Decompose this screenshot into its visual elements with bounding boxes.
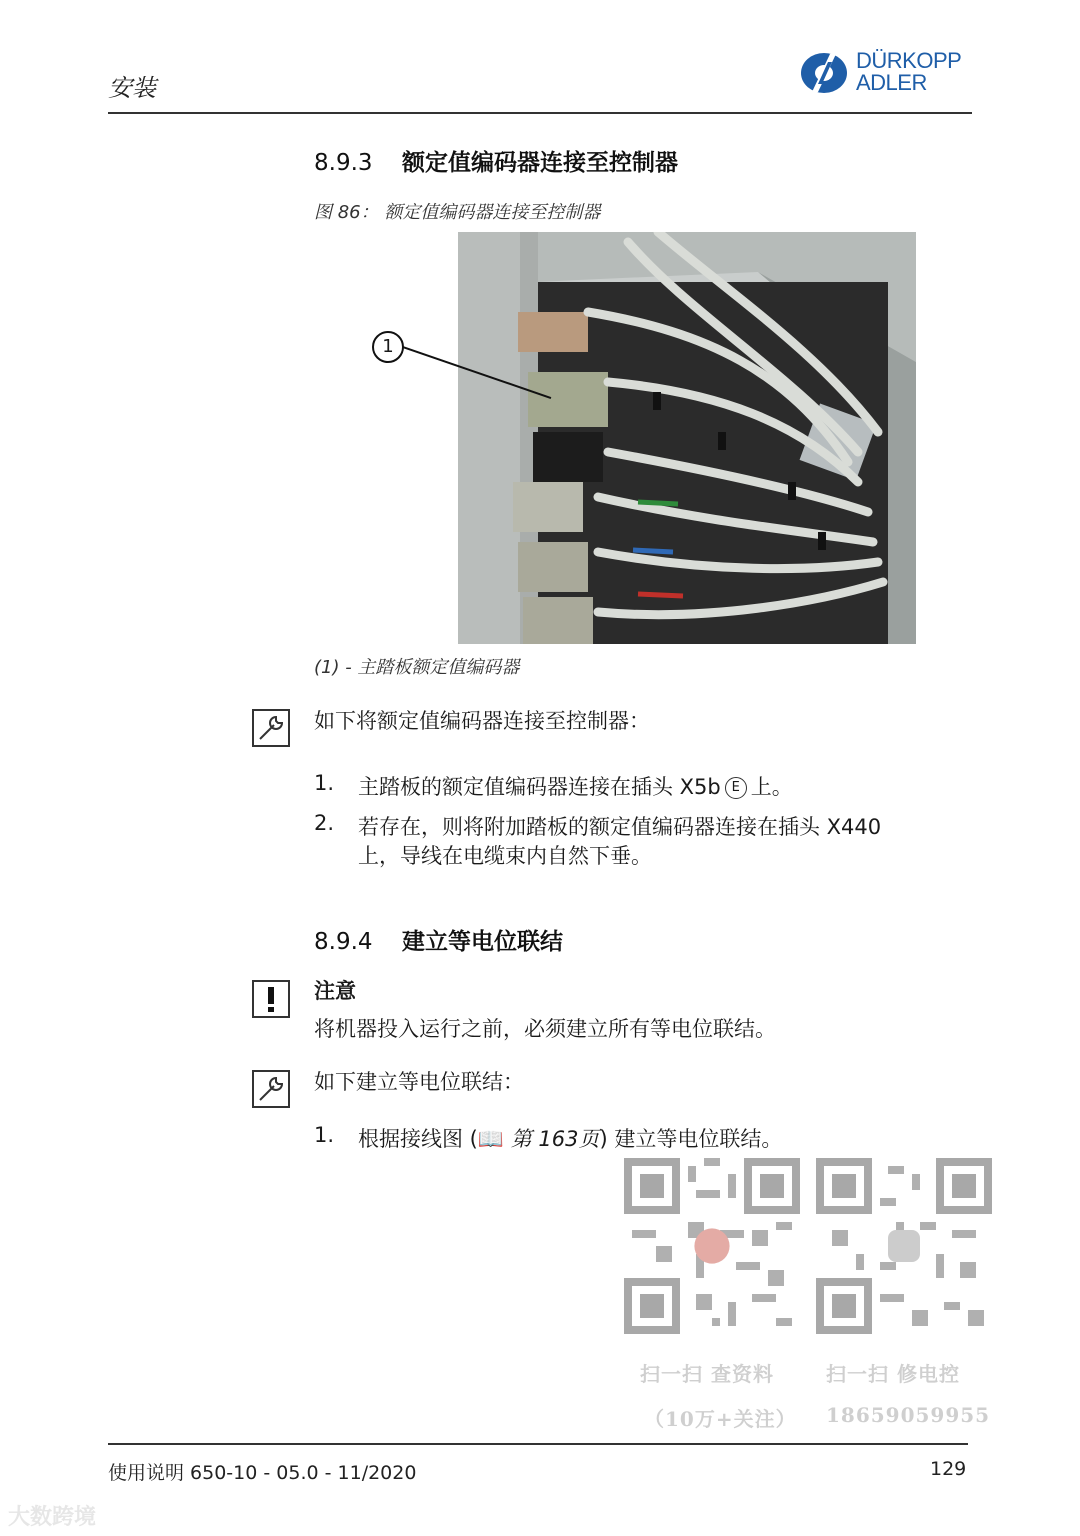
step-2-line-1: 若存在，则将附加踏板的额定值编码器连接在插头 X440 — [358, 815, 882, 839]
controller-cable-photo — [458, 232, 916, 644]
step-number: 2. — [314, 811, 335, 835]
watermark-text: 大数跨境 — [8, 1505, 97, 1530]
figure-caption: 图 86： 额定值编码器连接至控制器 — [314, 202, 601, 223]
step-text-b: ) 建立等电位联结。 — [599, 1127, 783, 1151]
logo-line-2: ADLER — [856, 70, 927, 95]
logo-line-1: DÜRKOPP — [856, 48, 962, 73]
qr-left-caption-1: 扫一扫 查资料 — [640, 1362, 774, 1386]
step-number: 1. — [314, 1123, 335, 1147]
qr-right-caption-2: 18659059955 — [826, 1403, 991, 1427]
qr-code-left — [624, 1158, 800, 1334]
page-reference[interactable]: 第 163页 — [510, 1127, 600, 1151]
step-number: 1. — [314, 771, 335, 795]
page-number: 129 — [930, 1458, 967, 1480]
instruction-intro: 如下将额定值编码器连接至控制器： — [314, 709, 650, 733]
step-text — [358, 1123, 782, 1153]
step-2-line-2: 上，导线在电缆束内自然下垂。 — [358, 844, 652, 868]
wrench-icon — [252, 709, 290, 747]
book-icon: 📖 — [477, 1127, 511, 1151]
section-number: 8.9.3 — [314, 150, 373, 176]
e-badge-icon: E — [725, 777, 747, 799]
wrench-icon — [252, 1070, 290, 1108]
figure-legend: (1) - 主踏板额定值编码器 — [314, 657, 520, 678]
callout-marker: 1 — [372, 331, 404, 363]
logo-mark-icon — [800, 52, 848, 94]
document-id: 使用说明 650-10 - 05.0 - 11/2020 — [108, 1462, 417, 1484]
footer-divider — [108, 1443, 968, 1445]
instruction-intro: 如下建立等电位联结： — [314, 1070, 524, 1094]
header-divider — [108, 112, 972, 114]
section-header: 安装 — [108, 74, 156, 102]
qr-code-right — [816, 1158, 992, 1334]
section-number: 8.9.4 — [314, 929, 373, 955]
notice-text: 将机器投入运行之前，必须建立所有等电位联结。 — [314, 1017, 776, 1041]
step-text-a: 根据接线图 ( — [358, 1127, 478, 1151]
qr-left-caption-2: （10万+关注） — [644, 1407, 797, 1431]
notice-title: 注意 — [314, 979, 356, 1003]
brand-logo — [800, 50, 975, 98]
section-heading-893 — [314, 144, 678, 177]
step-1-text-a: 主踏板的额定值编码器连接在插头 X5b — [358, 775, 721, 799]
qr-right-caption-1: 扫一扫 修电控 — [826, 1362, 960, 1386]
exclamation-icon — [252, 980, 290, 1018]
section-title: 额定值编码器连接至控制器 — [402, 150, 678, 176]
section-heading-894 — [314, 923, 563, 956]
step-text — [358, 771, 793, 801]
section-title: 建立等电位联结 — [402, 929, 563, 955]
step-1-text-b: 上。 — [750, 775, 793, 799]
